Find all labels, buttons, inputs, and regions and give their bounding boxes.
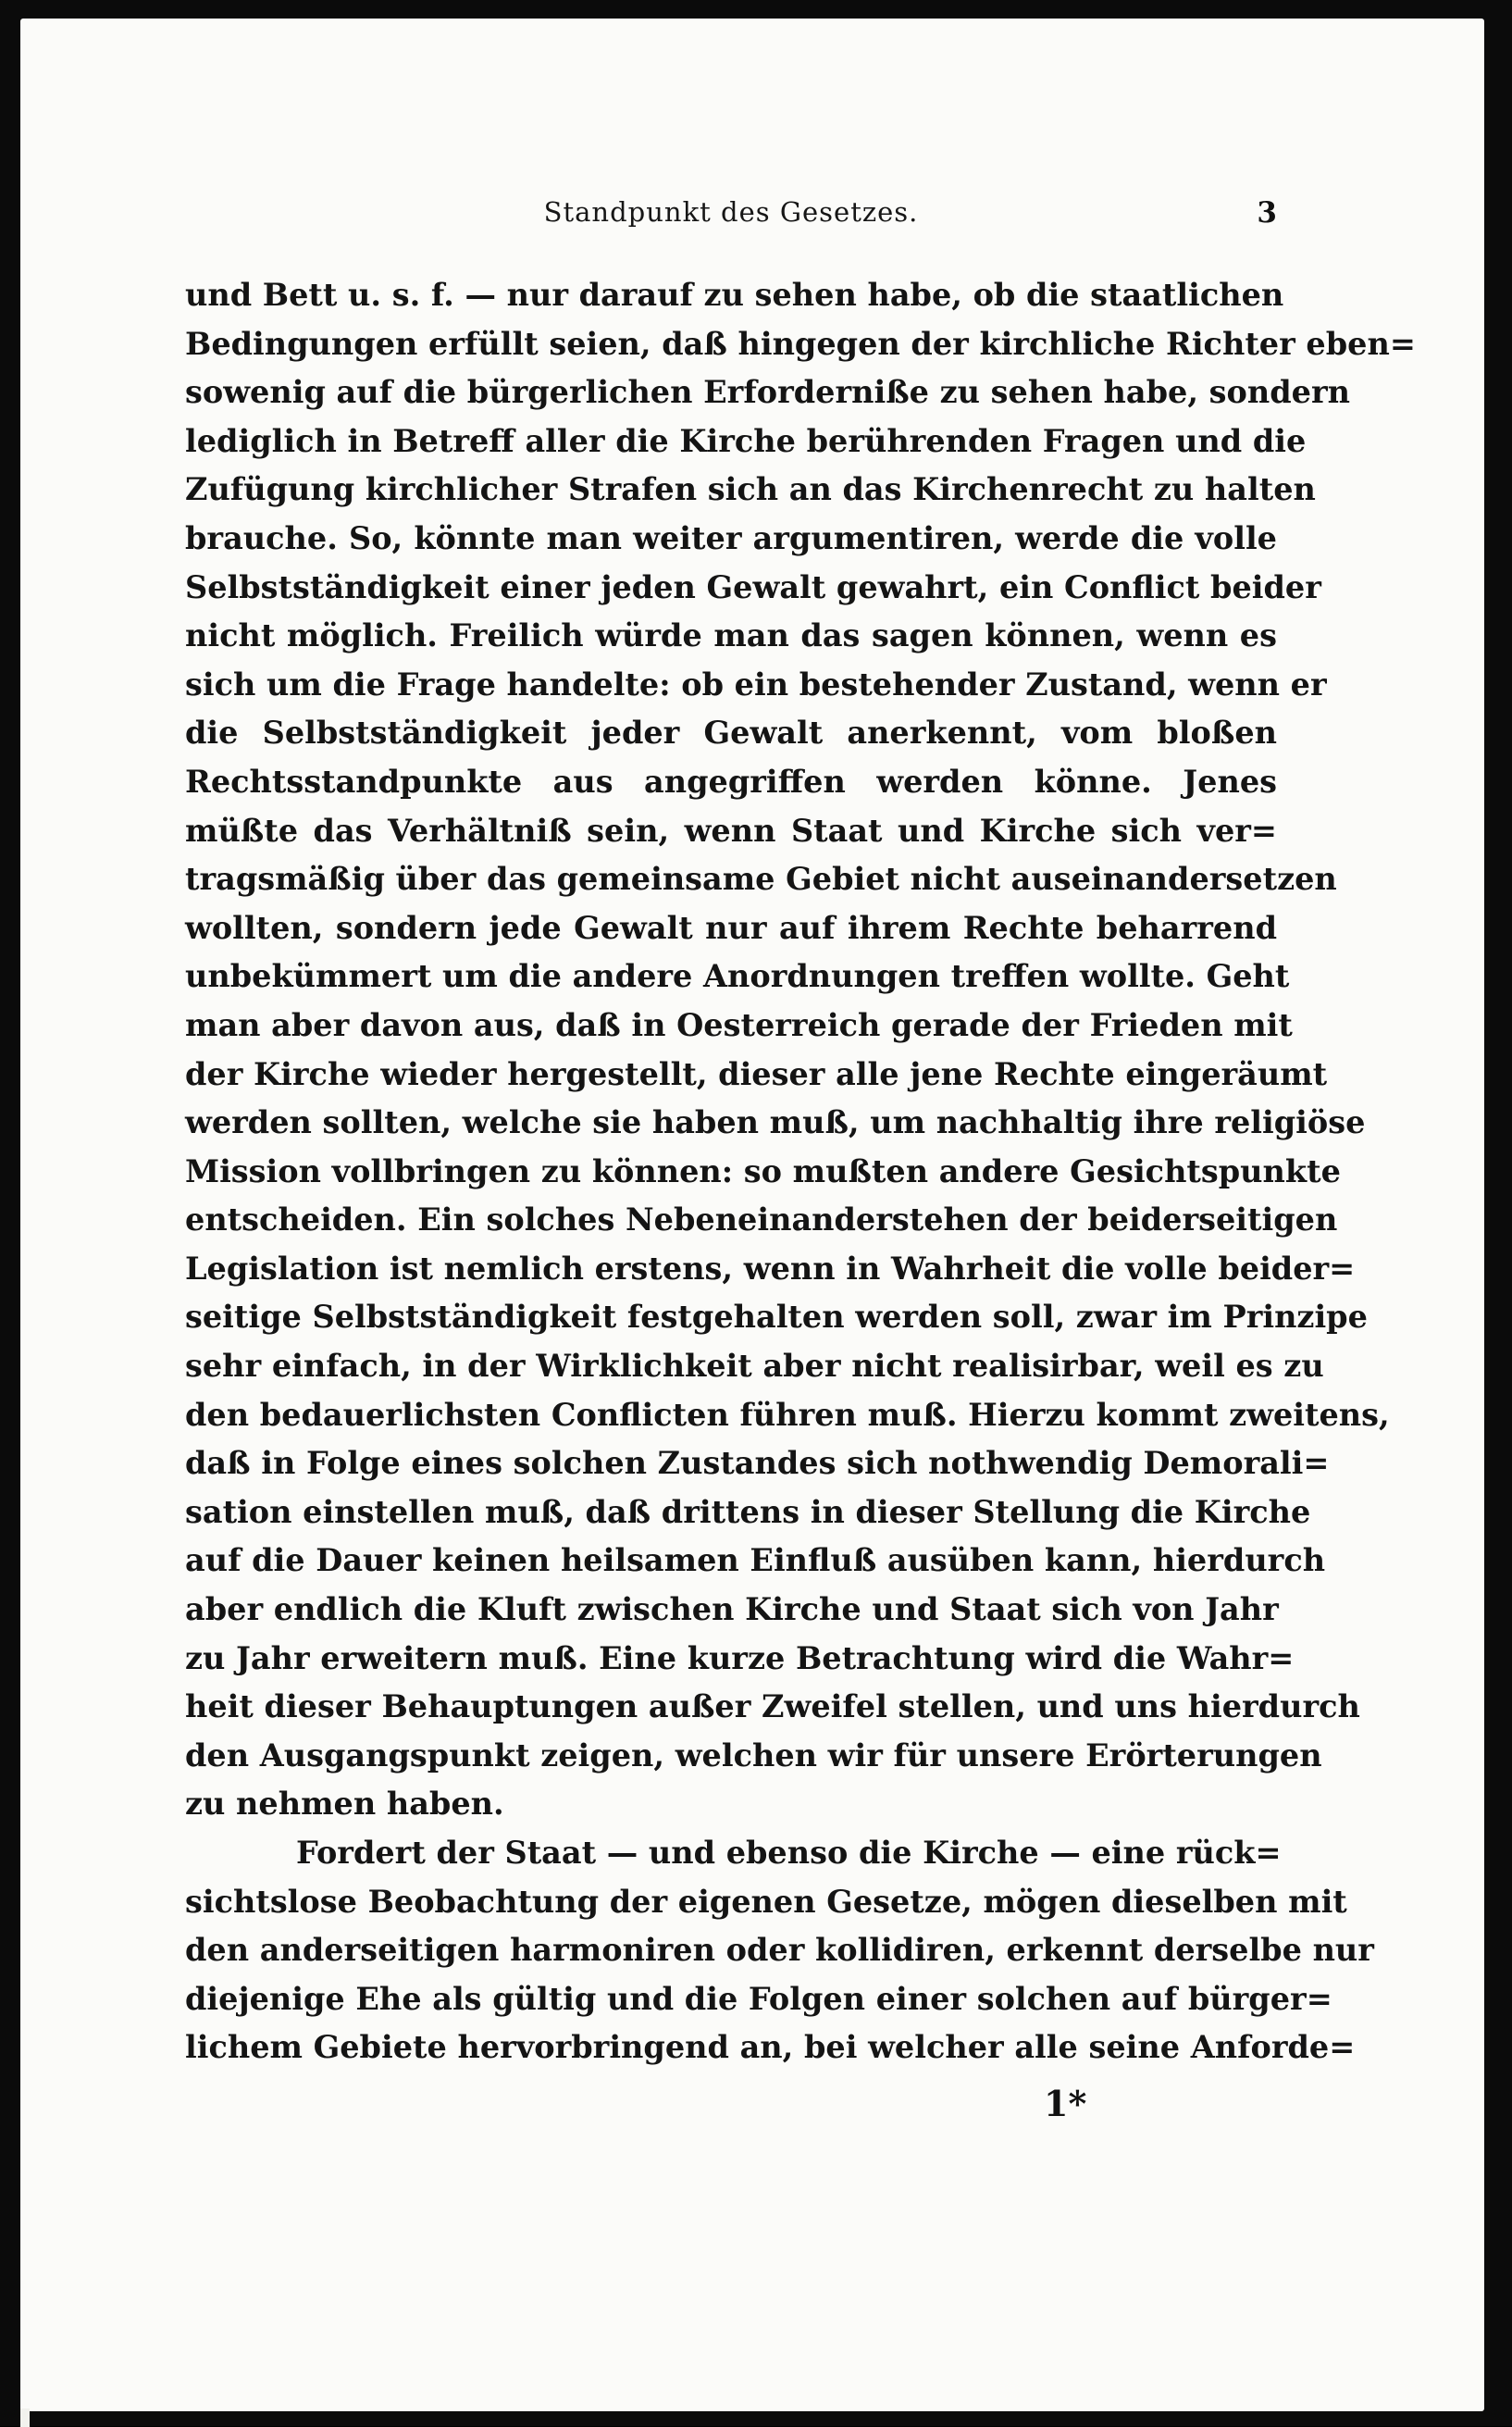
text-line: lediglich in Betreff aller die Kirche berührenden Fragen und die <box>185 422 1307 459</box>
text-line: diejenige Ehe als gültig und die Folgen einer solchen auf bürger= <box>185 1980 1332 2017</box>
text-line: Selbstständigkeit einer jeden Gewalt gewahrt, ein Conflict beider <box>185 568 1321 605</box>
page-number: 3 <box>1257 196 1277 230</box>
text-line: und Bett u. s. f. — nur darauf zu sehen habe, ob die staatlichen <box>185 277 1284 313</box>
text-line: lichem Gebiete hervorbringend an, bei welcher alle seine Anforde= <box>185 2029 1356 2066</box>
text-line: aber endlich die Kluft zwischen Kirche und Staat sich von Jahr <box>185 1591 1279 1628</box>
text-line: sation einstellen muß, daß drittens in dieser Stellung die Kirche <box>185 1493 1311 1530</box>
text-line: den bedauerlichsten Conflicten führen muß. Hierzu kommt zweitens, <box>185 1396 1390 1433</box>
text-line: man aber davon aus, daß in Oesterreich gerade der Frieden mit <box>185 1006 1293 1043</box>
text-line: unbekümmert um die andere Anordnungen treffen wollte. Geht <box>185 958 1290 995</box>
running-title: Standpunkt des Gesetzes. <box>543 196 919 228</box>
text-line: sehr einfach, in der Wirklichkeit aber nicht realisirbar, weil es zu <box>185 1348 1324 1385</box>
text-line: sowenig auf die bürgerlichen Erforderniße zu sehen habe, sondern <box>185 374 1350 411</box>
text-line: heit dieser Behauptungen außer Zweifel stellen, und uns hierdurch <box>185 1688 1360 1725</box>
text-line: brauche. So, könnte man weiter argumentiren, werde die volle <box>185 519 1277 556</box>
text-line: Mission vollbringen zu können: so mußten andere Gesichtspunkte <box>185 1152 1341 1189</box>
text-line: sichtslose Beobachtung der eigenen Gesetze, mögen dieselben mit <box>185 1883 1347 1920</box>
text-line: werden sollten, welche sie haben muß, um nachhaltig ihre religiöse <box>185 1104 1366 1141</box>
text-line: müßte das Verhältniß sein, wenn Staat und Kirche sich ver= <box>185 812 1277 849</box>
text-line: seitige Selbstständigkeit festgehalten werden soll, zwar im Prinzipe <box>185 1299 1368 1336</box>
text-line: Bedingungen erfüllt seien, daß hingegen der kirchliche Richter eben= <box>185 325 1416 362</box>
text-line: entscheiden. Ein solches Nebeneinanderstehen der beiderseitigen <box>185 1201 1338 1238</box>
text-line: sich um die Frage handelte: ob ein bestehender Zustand, wenn er <box>185 666 1327 703</box>
running-head <box>185 196 1277 243</box>
text-line: tragsmäßig über das gemeinsame Gebiet nicht auseinandersetzen <box>185 861 1337 898</box>
body-text <box>185 271 1416 2072</box>
text-line: Zufügung kirchlicher Strafen sich an das Kirchenrecht zu halten <box>185 471 1316 508</box>
paragraph-end-line: zu nehmen haben. <box>185 1786 504 1823</box>
text-line: Legislation ist nemlich erstens, wenn in Wahrheit die volle beider= <box>185 1250 1356 1287</box>
text-line: auf die Dauer keinen heilsamen Einfluß ausüben kann, hierdurch <box>185 1542 1326 1579</box>
text-line: die Selbstständigkeit jeder Gewalt anerkennt, vom bloßen <box>185 715 1277 752</box>
text-line: nicht möglich. Freilich würde man das sagen können, wenn es <box>185 617 1277 654</box>
text-line: Rechtsstandpunkte aus angegriffen werden könne. Jenes <box>185 763 1277 800</box>
paragraph-start-line: Fordert der Staat — und ebenso die Kirche — eine rück= <box>296 1835 1282 1871</box>
paper-edge-mark <box>20 2408 30 2427</box>
text-line: wollten, sondern jede Gewalt nur auf ihrem Rechte beharrend <box>185 909 1277 946</box>
text-line: den Ausgangspunkt zeigen, welchen wir für unsere Erörterungen <box>185 1736 1322 1774</box>
text-line: daß in Folge eines solchen Zustandes sich nothwendig Demorali= <box>185 1445 1330 1482</box>
signature-mark: 1* <box>1044 2083 1087 2124</box>
text-line: zu Jahr erweitern muß. Eine kurze Betrachtung wird die Wahr= <box>185 1639 1295 1676</box>
text-line: der Kirche wieder hergestellt, dieser alle jene Rechte eingeräumt <box>185 1055 1328 1092</box>
text-line: den anderseitigen harmoniren oder kollidiren, erkennt derselbe nur <box>185 1932 1374 1969</box>
